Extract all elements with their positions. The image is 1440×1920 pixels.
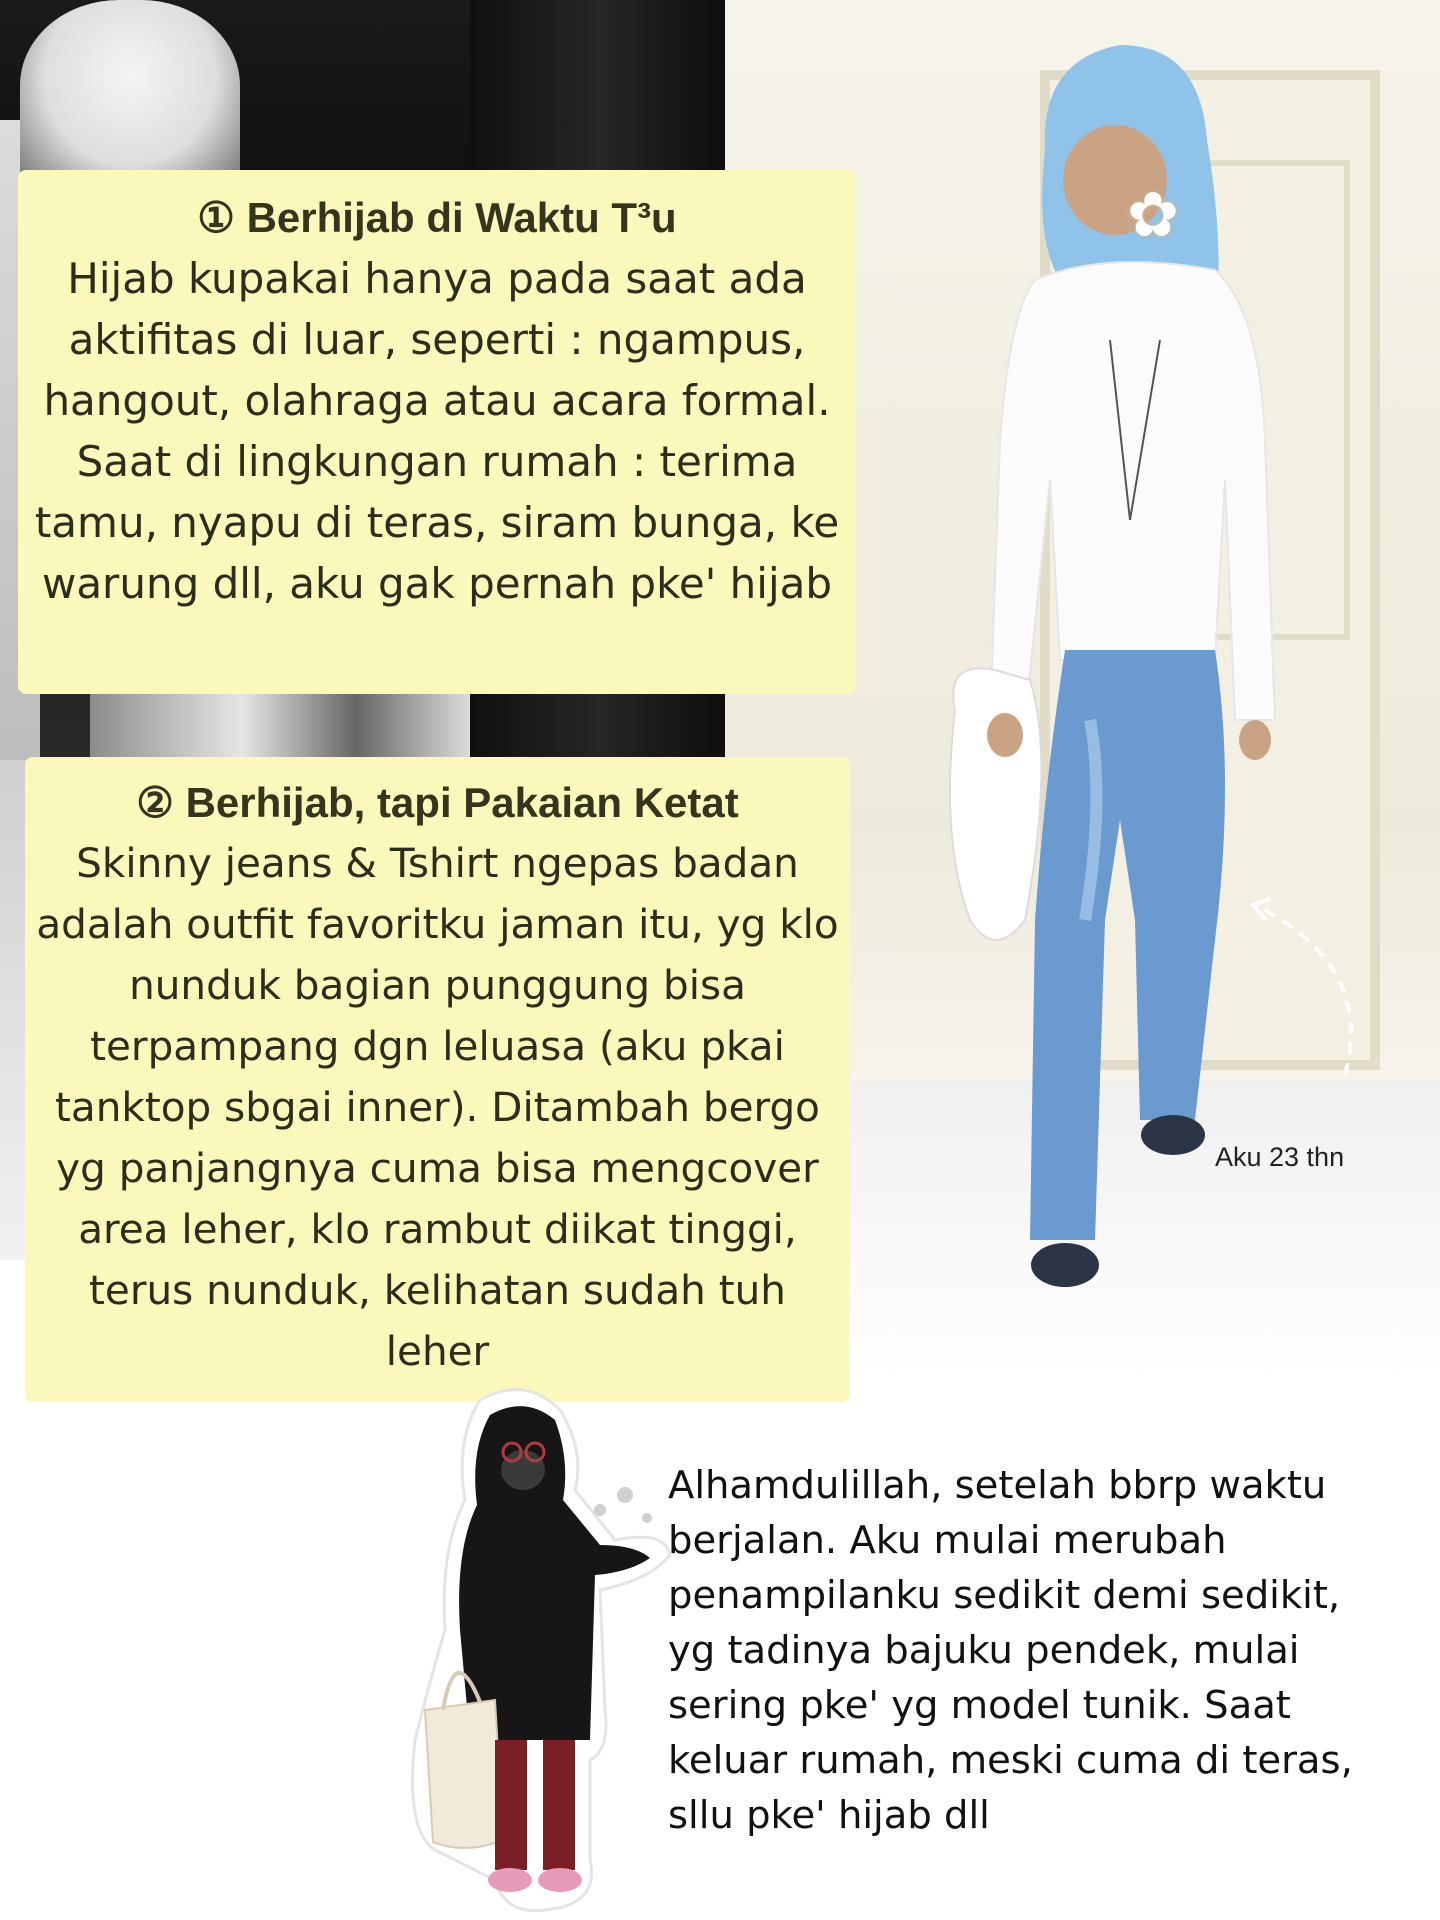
tote-bag (425, 1700, 503, 1848)
section-2-body: Skinny jeans & Tshirt ngepas badan adalah outfit favoritku jaman itu, yg klo nunduk bagian punggung bisa terpampang dgn leluasa (aku pkai tanktop sbgai inner). Ditambah bergo yg panjangnya cuma bisa mengcover area leher, klo rambut diikat tinggi, terus nunduk, kelihatan sudah tuh leher (36, 839, 839, 1375)
plaid-pants-left (495, 1740, 527, 1870)
section-1-card (18, 170, 856, 694)
person-in-jeans (915, 20, 1295, 1320)
pink-shoe-right (538, 1868, 582, 1892)
section-1-title: ① Berhijab di Waktu T³u (197, 194, 677, 241)
right-hand (1239, 720, 1271, 760)
white-bag (950, 668, 1041, 940)
photo-caption: Aku 23 thn (1215, 1142, 1345, 1172)
left-shoe (1031, 1243, 1099, 1287)
left-hand (987, 713, 1023, 757)
sparkle-icon (594, 1487, 652, 1523)
section-1-body: Hijab kupakai hanya pada saat ada aktifitas di luar, seperti : ngampus, hangout, olahraga atau acara formal. Saat di lingkungan rumah : terima tamu, nyapu di teras, siram bunga, ke warung dll, aku gak pernah pke' hijab (34, 254, 840, 608)
mask (501, 1450, 545, 1490)
bw-person-hijab (20, 0, 240, 190)
section-2-title: ② Berhijab, tapi Pakaian Ketat (136, 779, 739, 826)
black-hijab-sticker (385, 1380, 675, 1920)
plaid-pants-right (543, 1740, 575, 1870)
pink-shoe-left (488, 1868, 532, 1892)
flower-icon: ✿ (1127, 178, 1179, 251)
right-shoe (1141, 1115, 1205, 1155)
curved-arrow-icon (1235, 885, 1365, 1085)
section-2-card (25, 757, 850, 1402)
closing-text: Alhamdulillah, setelah bbrp waktu berjalan. Aku mulai merubah penampilanku sedikit demi sedikit, yg tadinya bajuku pendek, mulai sering pke' yg model tunik. Saat keluar rumah, meski cuma di teras, sllu pke' hijab dll (668, 1463, 1353, 1838)
jeans (1030, 650, 1225, 1240)
bw-photo-bottom (90, 690, 470, 760)
